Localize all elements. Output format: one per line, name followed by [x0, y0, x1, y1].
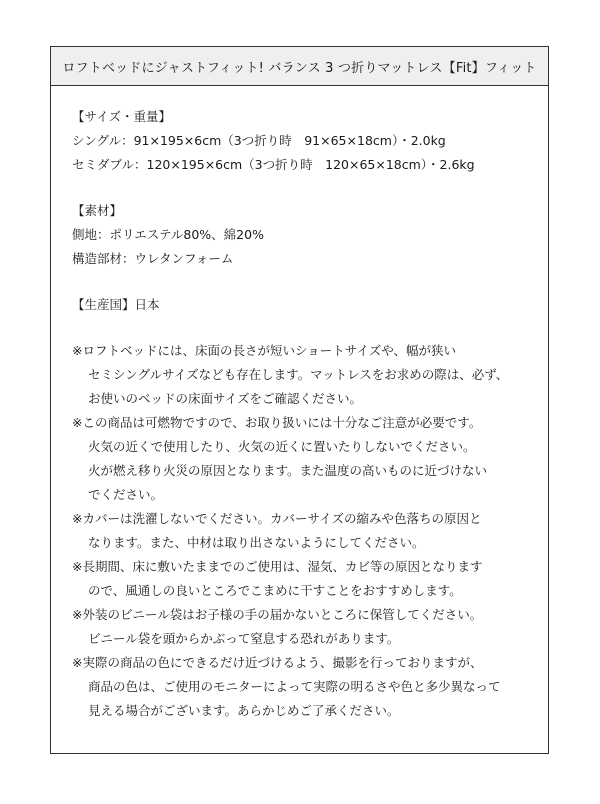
spec-line: 構造部材：ウレタンフォーム — [72, 251, 234, 266]
note-line: なります。また、中材は取り出さないようにしてください。 — [88, 535, 425, 550]
note-line: 火気の近くで使用したり、火気の近くに置いたりしないでください。 — [88, 439, 476, 454]
panel-title: ロフトベッドにジャストフィット! バランス 3 つ折りマットレス【Fit】フィット — [51, 47, 548, 86]
spec-line: 側地：ポリエステル80%、綿20% — [72, 227, 264, 242]
note-item — [72, 555, 530, 603]
note-item — [72, 603, 530, 651]
origin-section — [72, 293, 530, 317]
note-line: ので、風通しの良いところでこまめに干すことをおすすめします。 — [88, 583, 462, 598]
note-line: ※実際の商品の色にできるだけ近づけるよう、撮影を行っておりますが、 — [72, 655, 483, 670]
panel-content — [72, 105, 530, 723]
product-info-panel — [50, 46, 549, 754]
note-line: ※外装のビニール袋はお子様の手の届かないところに保管してください。 — [72, 607, 483, 622]
section-heading: 【サイズ・重量】 — [72, 109, 172, 124]
size-weight-section — [72, 105, 530, 177]
note-line: 商品の色は、ご使用のモニターによって実際の明るさや色と多少異なって — [88, 679, 501, 694]
section-heading: 【生産国】日本 — [72, 297, 160, 312]
note-item — [72, 339, 530, 411]
spec-line: セミダブル：120×195×6cm（3つ折り時 120×65×18cm）・2.6kg — [72, 157, 475, 172]
note-line: ※ロフトベッドには、床面の長さが短いショートサイズや、幅が狭い — [72, 343, 456, 358]
note-line: お使いのベッドの床面サイズをご確認ください。 — [88, 391, 363, 406]
note-item — [72, 411, 530, 507]
note-line: セミシングルサイズなども存在します。マットレスをお求めの際は、必ず、 — [88, 367, 509, 382]
note-line: ※長期間、床に敷いたままでのご使用は、湿気、カビ等の原因となります — [72, 559, 483, 574]
material-section — [72, 199, 530, 271]
note-item — [72, 507, 530, 555]
note-line: でください。 — [88, 487, 164, 502]
notes-list — [72, 339, 530, 723]
note-line: ※カバーは洗濯しないでください。カバーサイズの縮みや色落ちの原因と — [72, 511, 482, 526]
note-line: 火が燃え移り火災の原因となります。また温度の高いものに近づけない — [88, 463, 488, 478]
note-line: ※この商品は可燃物ですので、お取り扱いには十分なご注意が必要です。 — [72, 415, 482, 430]
section-heading: 【素材】 — [72, 203, 123, 218]
note-line: ビニール袋を頭からかぶって窒息する恐れがあります。 — [88, 631, 400, 646]
spec-line: シングル：91×195×6cm（3つ折り時 91×65×18cm）・2.0kg — [72, 133, 446, 148]
note-item — [72, 651, 530, 723]
note-line: 見える場合がございます。あらかじめご了承ください。 — [88, 703, 400, 718]
